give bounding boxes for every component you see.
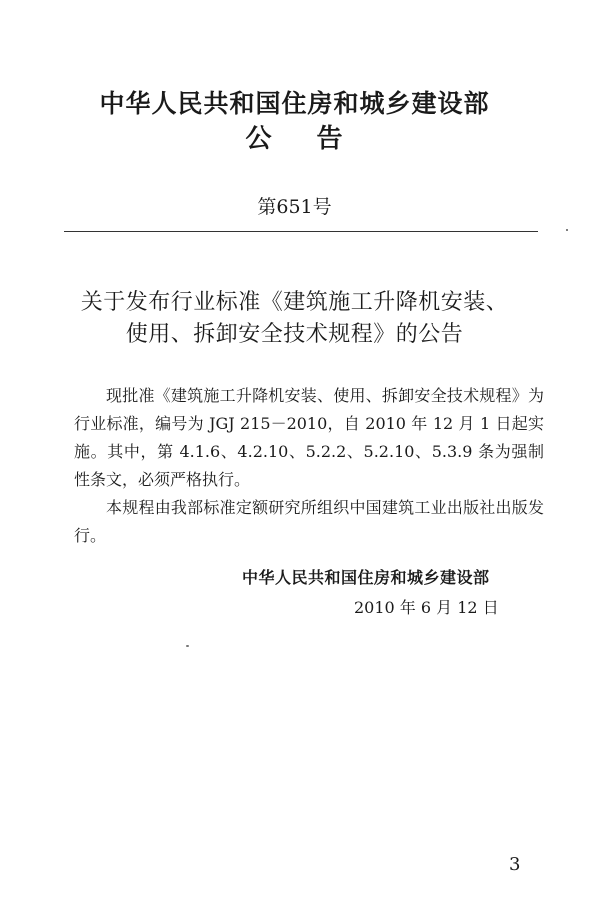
document-type-char-2: 告 <box>316 124 344 154</box>
signature-date: 2010 年 6 月 12 日 <box>354 598 499 617</box>
issuer-title: 中华人民共和国住房和城乡建设部 <box>99 89 490 118</box>
announcement-body <box>74 382 544 550</box>
header-divider <box>64 231 538 232</box>
scan-speck <box>186 645 189 647</box>
page-number: 3 <box>509 854 521 875</box>
body-paragraph-2: 本规程由我部标准定额研究所组织中国建筑工业出版社出版发行。 <box>74 498 544 545</box>
document-type-char-1: 公 <box>245 124 273 154</box>
subject-line-2: 使用、拆卸安全技术规程》的公告 <box>125 322 464 347</box>
document-type <box>0 118 589 155</box>
document-number: 第651号 <box>257 196 332 218</box>
subject-line-1: 关于发布行业标准《建筑施工升降机安装、 <box>80 290 509 315</box>
announcement-subject <box>0 287 589 351</box>
divider-speck <box>566 229 568 231</box>
body-paragraph-1: 现批准《建筑施工升降机安装、使用、拆卸安全技术规程》为行业标准，编号为 JGJ 215－2010，自 2010 年 12 月 1 日起实施。其中，第 4.1.6、4.2.10、5.2.2、5.2.10、5.3.9 条为强制性条文，必须严格执行。 <box>74 386 544 489</box>
signature-organization: 中华人民共和国住房和城乡建设部 <box>242 568 490 587</box>
